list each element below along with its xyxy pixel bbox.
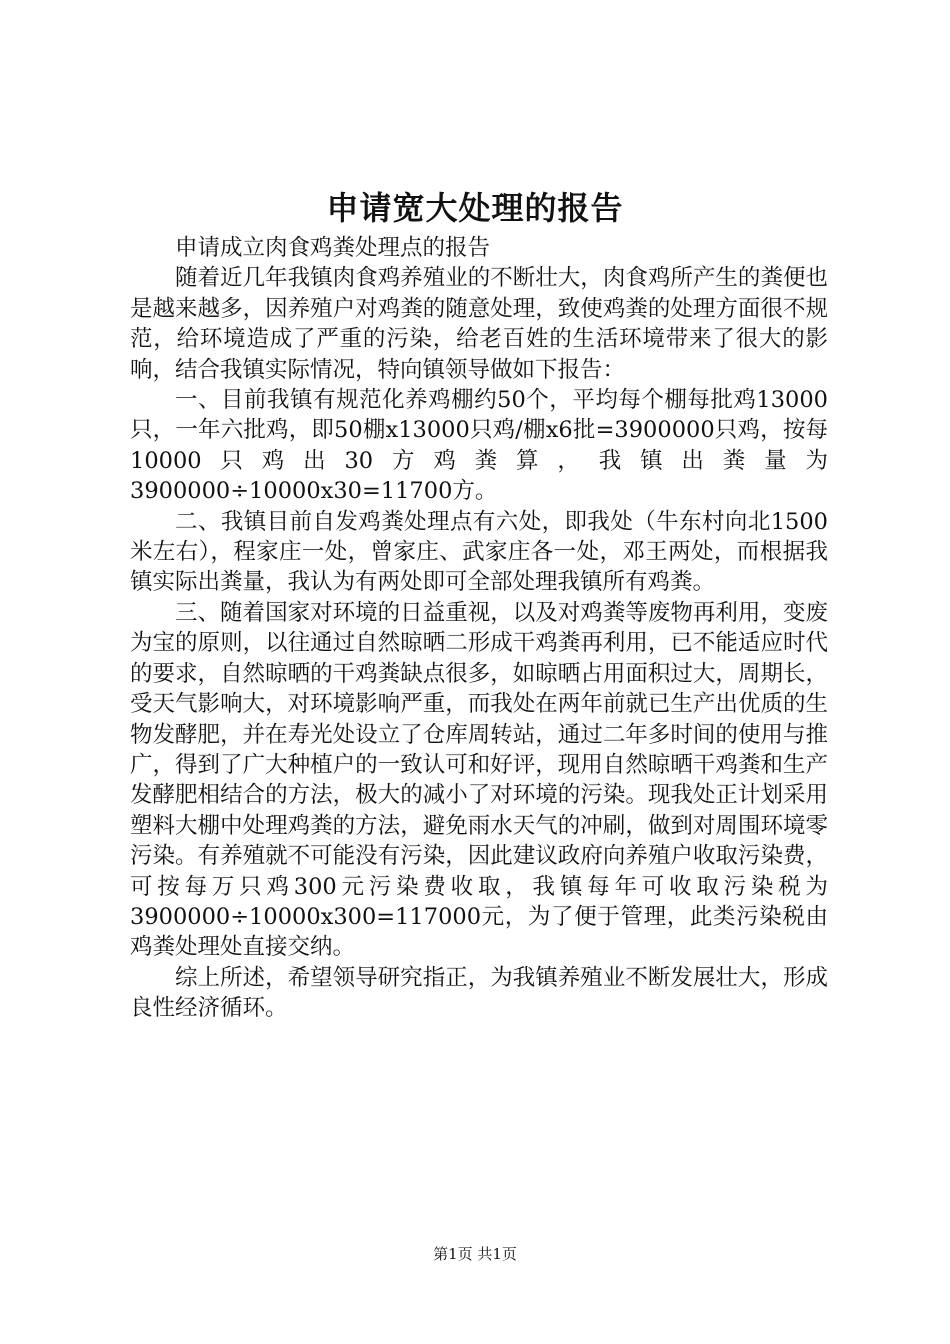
document-body	[130, 233, 828, 1024]
intro-paragraph: 随着近几年我镇肉食鸡养殖业的不断壮大，肉食鸡所产生的粪便也是越来越多，因养殖户对鸡粪的随意处理，致使鸡粪的处理方面很不规范，给环境造成了严重的污染，给老百姓的生活环境带来了很大的影响，结合我镇实际情况，特向镇领导做如下报告：	[130, 265, 828, 383]
conclusion-paragraph: 综上所述，希望领导研究指正，为我镇养殖业不断发展壮大，形成良性经济循环。	[130, 964, 828, 1022]
section-one-paragraph: 一、目前我镇有规范化养鸡棚约50个，平均每个棚每批鸡13000只，一年六批鸡，即50棚x13000只鸡/棚x6批=3900000只鸡，按每10000只鸡出30方鸡粪算，我镇出粪量为3900000÷10000x30=11700方。	[130, 387, 828, 505]
section-three-paragraph: 三、随着国家对环境的日益重视，以及对鸡粪等废物再利用，变废为宝的原则，以往通过自然晾晒二形成干鸡粪再利用，已不能适应时代的要求，自然晾晒的干鸡粪缺点很多，如晾晒占用面积过大，周期长，受天气影响大，对环境影响严重，而我处在两年前就已生产出优质的生物发酵肥，并在寿光处设立了仓库周转站，通过二年多时间的使用与推广，得到了广大种植户的一致认可和好评，现用自然晾晒干鸡粪和生产发酵肥相结合的方法，极大的减小了对环境的污染。现我处正计划采用塑料大棚中处理鸡粪的方法，避免雨水天气的冲刷，做到对周围环境零污染。有养殖就不可能没有污染，因此建议政府向养殖户收取污染费，可按每万只鸡300元污染费收取，我镇每年可收取污染税为3900000÷10000x300=117000元，为了便于管理，此类污染税由鸡粪处理处直接交纳。	[130, 599, 828, 961]
document-title: 申请宽大处理的报告	[326, 189, 624, 227]
section-two-paragraph: 二、我镇目前自发鸡粪处理点有六处，即我处（牛东村向北1500米左右），程家庄一处，曾家庄、武家庄各一处，邓王两处，而根据我镇实际出粪量，我认为有两处即可全部处理我镇所有鸡粪。	[130, 508, 828, 596]
page-footer: 第1页 共1页	[433, 1245, 517, 1263]
subtitle-paragraph: 申请成立肉食鸡粪处理点的报告	[175, 235, 491, 261]
